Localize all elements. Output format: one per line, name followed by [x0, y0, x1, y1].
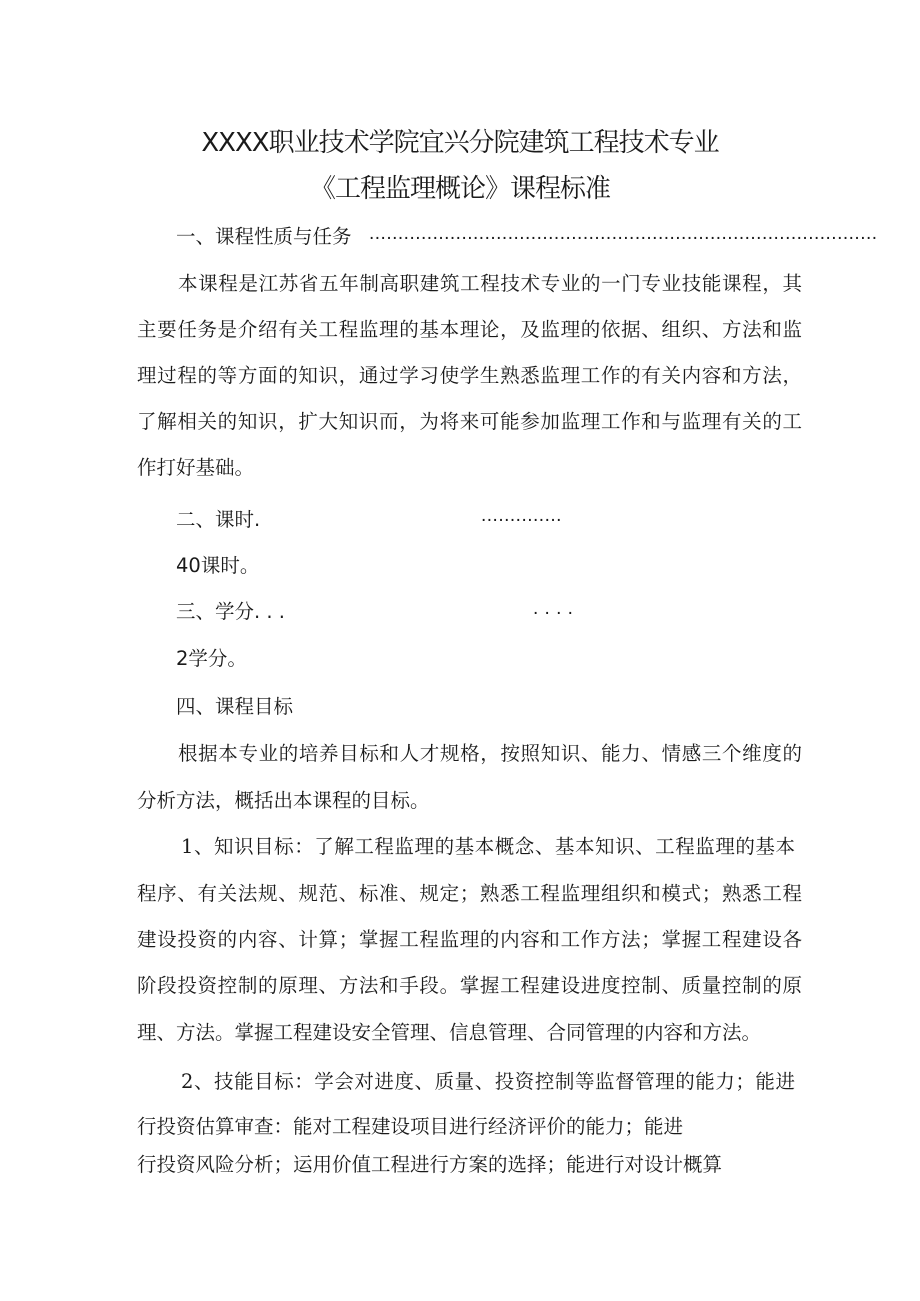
document-title-line-1: XXXX职业技术学院宜兴分院建筑工程技术专业	[201, 128, 719, 158]
skill-goal-line: 行投资风险分析；运用价值工程进行方案的选择；能进行对设计概算	[137, 1153, 723, 1176]
section-3-heading: 三、学分. . .	[176, 600, 285, 623]
knowledge-goal-line: 程序、有关法规、规范、标准、规定；熟悉工程监理组织和模式；熟悉工程	[137, 882, 802, 905]
section-1-paragraph-line: 作打好基础。	[137, 456, 255, 479]
knowledge-goal-line: 阶段投资控制的原理、方法和手段。掌握工程建设进度控制、质量控制的原	[137, 974, 802, 997]
knowledge-goal-line: 建设投资的内容、计算；掌握工程监理的内容和工作方法；掌握工程建设各	[137, 928, 802, 951]
section-1-paragraph-line: 本课程是江苏省五年制高职建筑工程技术专业的一门专业技能课程，其	[178, 272, 802, 295]
section-1-heading: 一、课程性质与任务	[176, 225, 352, 248]
section-4-intro-line: 根据本专业的培养目标和人才规格，按照知识、能力、情感三个维度的	[178, 742, 802, 765]
skill-goal-line: 2、技能目标：学会对进度、质量、投资控制等监督管理的能力；能进	[181, 1070, 795, 1093]
section-1-paragraph-line: 主要任务是介绍有关工程监理的基本理论，及监理的依据、组织、方法和监	[137, 318, 802, 341]
section-1-leader: ........................................................................................	[369, 223, 878, 244]
section-1-paragraph-line: 了解相关的知识，扩大知识而，为将来可能参加监理工作和与监理有关的工	[137, 410, 802, 433]
section-2-heading: 二、课时.	[176, 508, 261, 531]
section-1-paragraph-line: 理过程的等方面的知识，通过学习使学生熟悉监理工作的有关内容和方法，	[137, 364, 802, 387]
knowledge-goal-line: 理、方法。掌握工程建设安全管理、信息管理、合同管理的内容和方法。	[137, 1021, 762, 1044]
section-2-value: 40课时。	[176, 554, 260, 577]
skill-goal-line: 行投资估算审查：能对工程建设项目进行经济评价的能力；能进	[137, 1115, 684, 1138]
knowledge-goal-line: 1、知识目标：了解工程监理的基本概念、基本知识、工程监理的基本	[181, 835, 795, 858]
section-4-intro-line: 分析方法，概括出本课程的目标。	[137, 789, 430, 812]
document-title-line-2: 《工程监理概论》课程标准	[309, 174, 610, 204]
section-2-leader: ..............	[481, 505, 562, 526]
section-4-heading: 四、课程目标	[176, 695, 294, 718]
section-3-value: 2学分。	[176, 647, 247, 670]
section-3-leader: . . . .	[533, 598, 574, 619]
